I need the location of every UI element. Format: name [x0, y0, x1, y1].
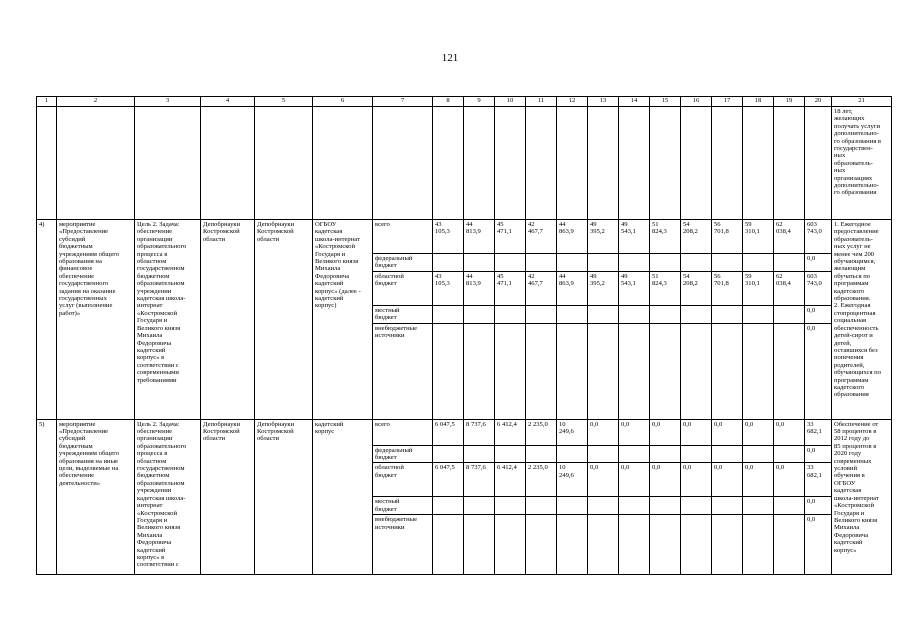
empty-cell — [495, 107, 526, 220]
funding-value: 0,0 — [588, 419, 619, 445]
funding-value: 6 412,4 — [495, 463, 526, 497]
funding-value: 43 105,3 — [433, 220, 464, 254]
funding-value: 59 310,1 — [743, 220, 774, 254]
funding-value — [433, 497, 464, 515]
column-number-cell: 19 — [774, 97, 805, 107]
funding-value — [557, 323, 588, 419]
funding-value: 44 813,9 — [464, 271, 495, 305]
funding-value — [774, 254, 805, 272]
funding-value: 54 208,2 — [681, 271, 712, 305]
funding-value: 603 743,0 — [805, 220, 832, 254]
column-number-cell: 7 — [373, 97, 433, 107]
funding-value — [743, 445, 774, 463]
funding-value: 0,0 — [743, 419, 774, 445]
funding-value: 62 038,4 — [774, 271, 805, 305]
column-number-cell: 20 — [805, 97, 832, 107]
empty-cell — [619, 107, 650, 220]
funding-value — [619, 445, 650, 463]
funding-value — [712, 445, 743, 463]
column-number-cell: 6 — [313, 97, 373, 107]
funding-value: 33 682,1 — [805, 419, 832, 445]
co-executor: Депобрнауки Костромской области — [255, 419, 313, 575]
funding-value: 0,0 — [681, 463, 712, 497]
row-number: 4) — [37, 220, 57, 420]
funding-value: 44 863,9 — [557, 220, 588, 254]
funding-value — [557, 497, 588, 515]
funding-source: внебюджетные источники — [373, 323, 433, 419]
funding-value — [681, 305, 712, 323]
empty-cell — [557, 107, 588, 220]
funding-value: 0,0 — [681, 419, 712, 445]
funding-source: федеральный бюджет — [373, 254, 433, 272]
funding-value — [495, 305, 526, 323]
funding-value: 42 467,7 — [526, 220, 557, 254]
column-number-cell: 12 — [557, 97, 588, 107]
funding-value — [712, 254, 743, 272]
empty-cell — [743, 107, 774, 220]
measure-name: мероприятие «Предоставление субсидий бюджетным учреждениям общего образования на иные цели, выделяемые на обеспечение деятельности» — [57, 419, 135, 575]
funding-value — [495, 445, 526, 463]
funding-value: 0,0 — [805, 515, 832, 575]
funding-value — [433, 323, 464, 419]
funding-value: 54 208,2 — [681, 220, 712, 254]
funding-value: 45 471,1 — [495, 271, 526, 305]
funding-value — [588, 305, 619, 323]
funding-value — [433, 515, 464, 575]
funding-value: 8 737,6 — [464, 463, 495, 497]
participant: ОГБОУ кадетская школа-интернат «Костромской Государя и Великого князя Михаила Федоровича кадетский корпус» (далее - кадетский корпус) — [313, 220, 373, 420]
funding-value — [433, 305, 464, 323]
funding-value — [681, 515, 712, 575]
column-number-cell: 10 — [495, 97, 526, 107]
column-number-cell: 16 — [681, 97, 712, 107]
funding-value: 56 701,8 — [712, 220, 743, 254]
funding-value — [557, 305, 588, 323]
funding-value: 0,0 — [588, 463, 619, 497]
funding-value — [557, 445, 588, 463]
column-number-cell: 18 — [743, 97, 774, 107]
task-description: Цель 2. Задача: обеспечение организации образовательного процесса в областном государственном бюджетном образовательном учреждении кадетская школа- интернат «Костромской Государя и Великого князя Михаила Федоровича кадетский корпус» в соответствии с современными требованиями — [135, 220, 201, 420]
funding-value — [743, 515, 774, 575]
empty-cell — [313, 107, 373, 220]
empty-cell — [57, 107, 135, 220]
funding-value — [433, 445, 464, 463]
funding-value: 49 543,1 — [619, 220, 650, 254]
funding-value: 49 395,2 — [588, 271, 619, 305]
funding-value: 2 235,0 — [526, 463, 557, 497]
funding-value: 10 249,6 — [557, 463, 588, 497]
funding-value: 43 105,3 — [433, 271, 464, 305]
row-number: 5) — [37, 419, 57, 575]
column-number-row — [37, 97, 892, 107]
funding-value — [526, 497, 557, 515]
funding-value — [650, 323, 681, 419]
funding-value: 2 235,0 — [526, 419, 557, 445]
funding-value: 8 737,6 — [464, 419, 495, 445]
empty-cell — [712, 107, 743, 220]
column-number-cell: 15 — [650, 97, 681, 107]
funding-value — [495, 497, 526, 515]
funding-value: 603 743,0 — [805, 271, 832, 305]
funding-value — [464, 305, 495, 323]
funding-value: 42 467,7 — [526, 271, 557, 305]
funding-value — [712, 515, 743, 575]
funding-value — [464, 497, 495, 515]
funding-value — [464, 254, 495, 272]
funding-value: 0,0 — [805, 497, 832, 515]
funding-value — [650, 305, 681, 323]
funding-value — [526, 445, 557, 463]
funding-value — [712, 323, 743, 419]
funding-value — [650, 515, 681, 575]
funding-value: 0,0 — [712, 463, 743, 497]
funding-value — [495, 323, 526, 419]
column-number-cell: 1 — [37, 97, 57, 107]
empty-cell — [37, 107, 57, 220]
funding-value — [464, 445, 495, 463]
column-number-cell: 9 — [464, 97, 495, 107]
empty-cell — [526, 107, 557, 220]
funding-value — [557, 254, 588, 272]
funding-value — [712, 305, 743, 323]
funding-value: 10 249,6 — [557, 419, 588, 445]
funding-value — [619, 323, 650, 419]
funding-value — [681, 323, 712, 419]
funding-value — [681, 497, 712, 515]
continuation-text: 18 лет, желающих получать услуги дополнительно- го образования в государствен- ных образователь- ных организациях дополнительно- го образования — [832, 107, 892, 220]
column-number-cell: 5 — [255, 97, 313, 107]
funding-source: всего — [373, 419, 433, 445]
funding-value — [588, 254, 619, 272]
funding-value: 51 824,3 — [650, 220, 681, 254]
funding-value — [464, 323, 495, 419]
funding-value — [619, 515, 650, 575]
funding-value: 0,0 — [650, 463, 681, 497]
funding-value — [588, 323, 619, 419]
empty-cell — [464, 107, 495, 220]
funding-value: 0,0 — [805, 305, 832, 323]
expected-result: Обеспечение от 58 процентов в 2012 году до 85 процентов в 2020 году современных условий обучения в ОГБОУ кадетская школа-интернат «Костромской Государя и Великого князя Михаила Федоровича кадетский корпус» — [832, 419, 892, 575]
column-number-cell: 8 — [433, 97, 464, 107]
funding-value: 0,0 — [805, 254, 832, 272]
program-table — [36, 96, 892, 575]
funding-value — [774, 445, 805, 463]
empty-cell — [255, 107, 313, 220]
funding-value — [743, 305, 774, 323]
funding-value — [650, 445, 681, 463]
funding-value — [526, 254, 557, 272]
funding-value — [681, 254, 712, 272]
funding-row — [37, 419, 892, 445]
funding-value: 0,0 — [805, 445, 832, 463]
funding-value: 44 813,9 — [464, 220, 495, 254]
funding-value: 33 682,1 — [805, 463, 832, 497]
funding-value: 49 543,1 — [619, 271, 650, 305]
empty-cell — [650, 107, 681, 220]
funding-value: 0,0 — [619, 419, 650, 445]
funding-value: 51 824,3 — [650, 271, 681, 305]
continuation-row — [37, 107, 892, 220]
column-number-cell: 11 — [526, 97, 557, 107]
column-number-cell: 17 — [712, 97, 743, 107]
funding-value: 6 047,5 — [433, 463, 464, 497]
funding-value — [743, 497, 774, 515]
co-executor: Депобрнауки Костромской области — [255, 220, 313, 420]
task-description: Цель 2. Задача: обеспечение организации образовательного процесса в областном государственном бюджетном образовательном учреждении кадетская школа- интернат «Костромской Государя и Великого князя Михаила Федоровича кадетский корпус» в соответствии с — [135, 419, 201, 575]
funding-value: 0,0 — [774, 419, 805, 445]
funding-row — [37, 220, 892, 254]
funding-value: 6 412,4 — [495, 419, 526, 445]
column-number-cell: 2 — [57, 97, 135, 107]
page-number: 121 — [441, 52, 459, 64]
column-number-cell: 3 — [135, 97, 201, 107]
funding-value — [650, 254, 681, 272]
empty-cell — [201, 107, 255, 220]
funding-value — [774, 305, 805, 323]
funding-value — [588, 515, 619, 575]
funding-source: местный бюджет — [373, 305, 433, 323]
funding-value: 0,0 — [805, 323, 832, 419]
empty-cell — [774, 107, 805, 220]
funding-value — [681, 445, 712, 463]
funding-value: 6 047,5 — [433, 419, 464, 445]
funding-value — [495, 254, 526, 272]
funding-value: 62 038,4 — [774, 220, 805, 254]
funding-source: областной бюджет — [373, 271, 433, 305]
funding-value — [712, 497, 743, 515]
funding-value — [774, 497, 805, 515]
empty-cell — [433, 107, 464, 220]
funding-value — [526, 323, 557, 419]
empty-cell — [805, 107, 832, 220]
funding-source: областной бюджет — [373, 463, 433, 497]
funding-value: 0,0 — [774, 463, 805, 497]
funding-source: местный бюджет — [373, 497, 433, 515]
funding-value: 0,0 — [619, 463, 650, 497]
funding-value — [464, 515, 495, 575]
funding-value — [526, 515, 557, 575]
funding-value — [588, 497, 619, 515]
funding-value — [495, 515, 526, 575]
funding-value — [433, 254, 464, 272]
empty-cell — [373, 107, 433, 220]
funding-value — [650, 497, 681, 515]
funding-source: внебюджетные источники — [373, 515, 433, 575]
column-number-cell: 4 — [201, 97, 255, 107]
funding-value: 56 701,8 — [712, 271, 743, 305]
funding-value: 49 395,2 — [588, 220, 619, 254]
funding-value — [619, 305, 650, 323]
funding-value — [557, 515, 588, 575]
measure-name: мероприятие «Предоставление субсидий бюджетным учреждениям общего образования на финансовое обеспечение государственного задания на оказание государственных услуг (выполнение работ)» — [57, 220, 135, 420]
funding-value — [588, 445, 619, 463]
column-number-cell: 21 — [832, 97, 892, 107]
funding-value: 59 310,1 — [743, 271, 774, 305]
funding-source: всего — [373, 220, 433, 254]
funding-value: 0,0 — [712, 419, 743, 445]
funding-value — [526, 305, 557, 323]
funding-value: 45 471,1 — [495, 220, 526, 254]
funding-value — [743, 254, 774, 272]
responsible-executor: Депобрнауки Костромской области — [201, 419, 255, 575]
funding-value — [774, 323, 805, 419]
funding-value: 0,0 — [650, 419, 681, 445]
funding-value: 44 863,9 — [557, 271, 588, 305]
funding-value — [619, 254, 650, 272]
funding-value — [774, 515, 805, 575]
participant: кадетский корпус — [313, 419, 373, 575]
responsible-executor: Депобрнауки Костромской области — [201, 220, 255, 420]
column-number-cell: 14 — [619, 97, 650, 107]
funding-value: 0,0 — [743, 463, 774, 497]
empty-cell — [135, 107, 201, 220]
funding-source: федеральный бюджет — [373, 445, 433, 463]
funding-value — [743, 323, 774, 419]
empty-cell — [588, 107, 619, 220]
column-number-cell: 13 — [588, 97, 619, 107]
expected-result: 1. Ежегодное предоставление образователь- ных услуг не менее чем 200 обучающимся, желающим обучаться по программам кадетского образования. 2. Ежегодная стопроцентная социальная обеспеченность детей-сирот и детей, оставшихся без попечения родителей, обучающихся по программам кадетского образования — [832, 220, 892, 420]
empty-cell — [681, 107, 712, 220]
funding-value — [619, 497, 650, 515]
